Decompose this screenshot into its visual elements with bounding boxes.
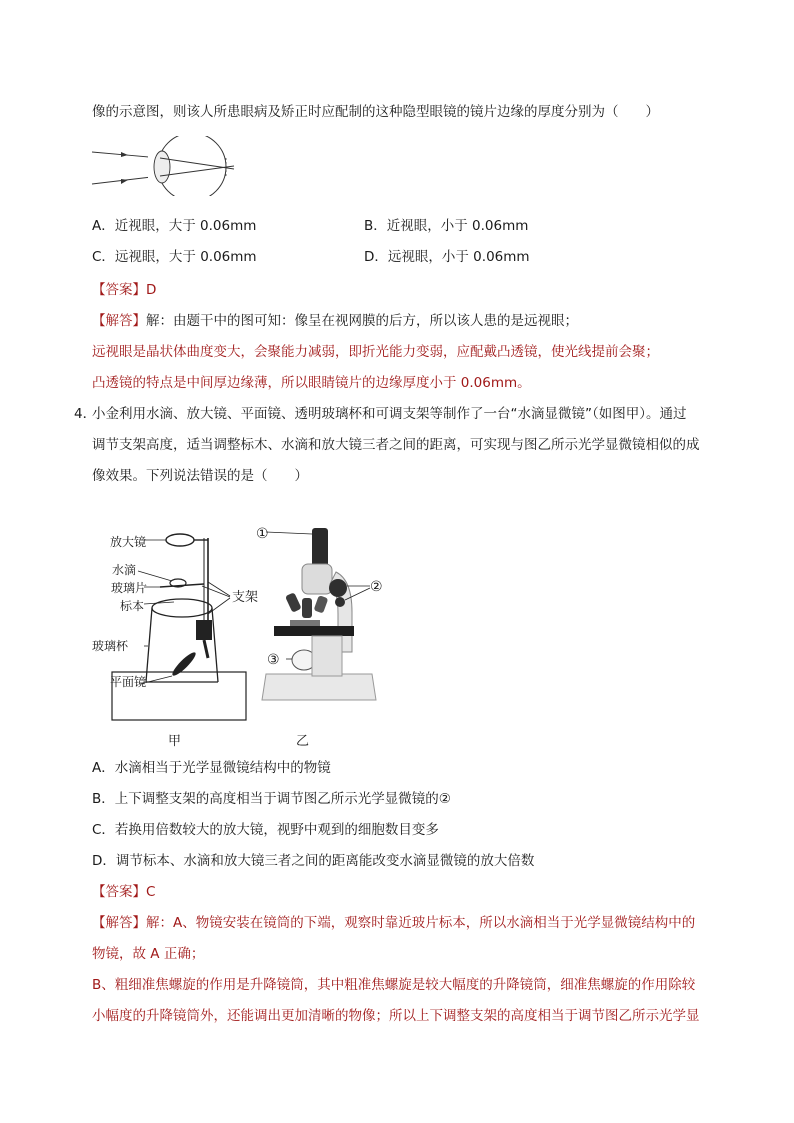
label-biaoben: 标本: [120, 599, 145, 613]
q3-option-a: A．近视眼，大于 0.06mm: [92, 218, 257, 234]
figure-optical-microscope: [252, 522, 392, 706]
q4-analysis-2: 物镜，故 A 正确；: [92, 946, 205, 962]
answer-value: D: [146, 282, 157, 298]
q3-analysis-1: [92, 311, 578, 331]
analysis-tag: 【解答】: [92, 915, 146, 931]
q3-option-b: B．近视眼，小于 0.06mm: [364, 218, 529, 234]
answer-value: C: [146, 884, 156, 900]
q4-analysis-4: 小幅度的升降镜筒外，还能调出更加清晰的物像；所以上下调整支架的高度相当于调节图乙所示光学显: [92, 1008, 700, 1024]
figure-water-drop-microscope: [84, 524, 274, 728]
q3-analysis-3: 凸透镜的特点是中间厚边缘薄，所以眼睛镜片的边缘厚度小于 0.06mm。: [92, 375, 531, 391]
answer-tag: 【答案】: [92, 884, 146, 900]
analysis-text: 解：A、物镜安装在镜筒的下端，观察时靠近玻片标本，所以水滴相当于光学显微镜结构中的: [146, 915, 696, 931]
marker-1: ①: [256, 526, 269, 542]
q3-stem-tail: 像的示意图，则该人所患眼病及矫正时应配制的这种隐型眼镜的镜片边缘的厚度分别为（ ）: [92, 104, 659, 120]
label-boli-pian: 玻璃片: [111, 581, 148, 595]
label-shuidi: 水滴: [112, 563, 137, 577]
q4-option-a: A．水滴相当于光学显微镜结构中的物镜: [92, 760, 331, 776]
marker-2: ②: [370, 579, 383, 595]
q3-option-d: D．远视眼，小于 0.06mm: [364, 249, 530, 265]
eye-diagram: [88, 136, 238, 196]
caption-yi: 乙: [296, 734, 310, 749]
marker-3: ③: [267, 652, 280, 668]
q4-stem-3: 像效果。下列说法错误的是（ ）: [92, 468, 308, 484]
q3-answer: [92, 280, 156, 300]
q4-option-d: D．调节标本、水滴和放大镜三者之间的距离能改变水滴显微镜的放大倍数: [92, 853, 535, 869]
label-pingmianjing: 平面镜: [110, 675, 147, 689]
q4-number: 4．: [74, 406, 97, 422]
caption-jia: 甲: [168, 734, 182, 749]
answer-tag: 【答案】: [92, 282, 146, 298]
q4-stem-1: 小金利用水滴、放大镜、平面镜、透明玻璃杯和可调支架等制作了一台“水滴显微镜”（如图甲）。通过: [92, 406, 687, 422]
q4-option-b: B．上下调整支架的高度相当于调节图乙所示光学显微镜的②: [92, 791, 451, 807]
q4-option-c: C．若换用倍数较大的放大镜，视野中观到的细胞数目变多: [92, 822, 439, 838]
label-boli-bei: 玻璃杯: [92, 639, 129, 653]
q4-analysis-1: [92, 913, 695, 933]
analysis-text: 解：由题干中的图可知：像呈在视网膜的后方，所以该人患的是远视眼；: [146, 313, 578, 329]
label-zhijia: 支架: [232, 590, 259, 605]
q4-analysis-3: B、粗细准焦螺旋的作用是升降镜筒，其中粗准焦螺旋是较大幅度的升降镜筒，细准焦螺旋的作用除较: [92, 977, 696, 993]
analysis-tag: 【解答】: [92, 313, 146, 329]
label-fangdajing: 放大镜: [110, 535, 147, 549]
q3-analysis-2: 远视眼是晶状体曲度变大，会聚能力减弱，即折光能力变弱，应配戴凸透镜，使光线提前会聚；: [92, 344, 659, 360]
q3-option-c: C．远视眼，大于 0.06mm: [92, 249, 257, 265]
q4-answer: [92, 882, 155, 902]
q4-stem-2: 调节支架高度，适当调整标木、水滴和放大镜三者之间的距离，可实现与图乙所示光学显微镜相似的成: [92, 437, 700, 453]
